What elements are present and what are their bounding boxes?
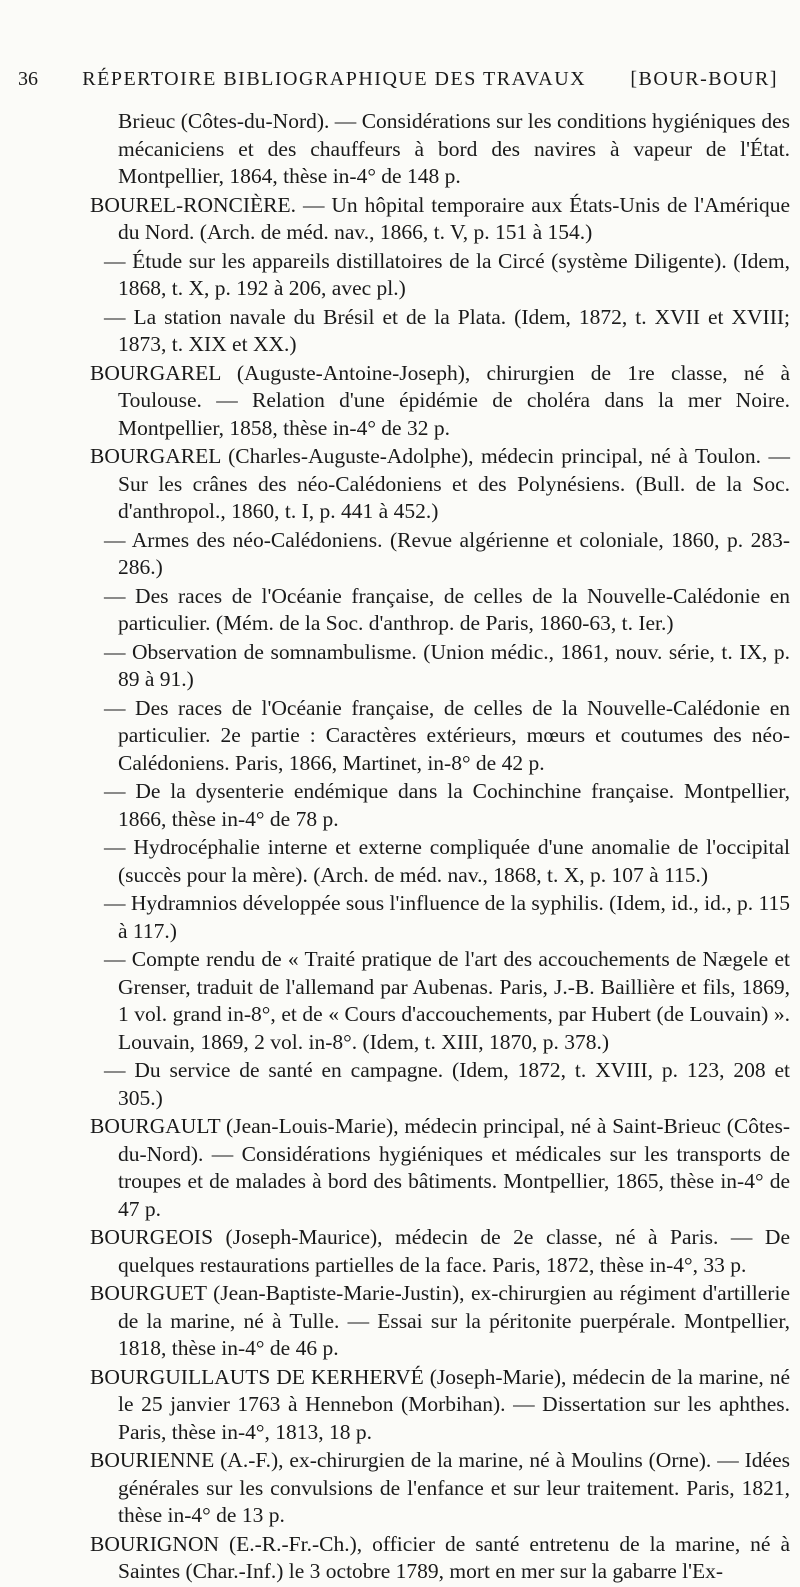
bibliography-entry: — Des races de l'Océanie française, de celles de la Nouvelle-Calédonie en particulier. (Mém. de la Soc. d'anthrop. de Paris, 1860-63, t. Ier.) — [104, 583, 790, 635]
bibliography-entry: BOUREL-RONCIÈRE. — Un hôpital temporaire aux États-Unis de l'Amérique du Nord. (Arch. de méd. nav., 1866, t. V, p. 151 à 154.) — [90, 192, 790, 244]
alphabetical-range: [BOUR-BOUR] — [630, 68, 778, 90]
bibliography-entry: — De la dysenterie endémique dans la Cochinchine française. Montpellier, 1866, thèse in-4° de 78 p. — [104, 779, 790, 831]
bibliography-entry: BOURGEOIS (Joseph-Maurice), médecin de 2e classe, né à Paris. — De quelques restaurations partielles de la face. Paris, 1872, thèse in-4°, 33 p. — [90, 1225, 790, 1277]
bibliography-entry: — Hydramnios développée sous l'influence de la syphilis. (Idem, id., id., p. 115 à 117.) — [104, 891, 790, 943]
bibliography-entry: BOURGAULT (Jean-Louis-Marie), médecin principal, né à Saint-Brieuc (Côtes-du-Nord). — Considérations hygiéniques et médicales sur les transports de troupes et de malades à bord des bâtiments. Montpellier, 1865, thèse in-4° de 47 p. — [90, 1114, 790, 1221]
bibliography-entry: — Des races de l'Océanie française, de celles de la Nouvelle-Calédonie en particulier. 2e partie : Caractères extérieurs, mœurs et coutumes des néo-Calédoniens. Paris, 1866, Martinet, in-8° de 42 p. — [104, 695, 790, 775]
bibliography-entry: BOURGAREL (Auguste-Antoine-Joseph), chirurgien de 1re classe, né à Toulouse. — Relation d'une épidémie de choléra dans la mer Noire. Montpellier, 1858, thèse in-4° de 32 p. — [90, 360, 790, 440]
bibliography-entry: BOURGAREL (Charles-Auguste-Adolphe), médecin principal, né à Toulon. — Sur les crânes des néo-Calédoniens et des Polynésiens. (Bull. de la Soc. d'anthropol., 1860, t. I, p. 441 à 452.) — [90, 444, 790, 523]
bibliography-entry: — Compte rendu de « Traité pratique de l'art des accouchements de Nægele et Grenser, traduit de l'allemand par Aubenas. Paris, J.-B. Baillière et fils, 1869, 1 vol. grand in-8°, et de « Cours d'accouchements, par Hubert (de Louvain) ». Louvain, 1869, 2 vol. in-8°. (Idem, t. XIII, 1870, p. 378.) — [104, 947, 790, 1054]
bibliography-entry: — La station navale du Brésil et de la Plata. (Idem, 1872, t. XVII et XVIII; 1873, t. XIX et XX.) — [104, 304, 790, 356]
bibliography-body — [90, 108, 790, 1587]
bibliography-entry: — Étude sur les appareils distillatoires de la Circé (système Diligente). (Idem, 1868, t. X, p. 192 à 206, avec pl.) — [104, 248, 790, 300]
bibliography-entry: BOURIGNON (E.-R.-Fr.-Ch.), officier de santé entretenu de la marine, né à Saintes (Char.-Inf.) le 3 octobre 1789, mort en mer sur la gabarre l'Ex- — [90, 1531, 790, 1583]
bibliography-entry: — Observation de somnambulisme. (Union médic., 1861, nouv. série, t. IX, p. 89 à 91.) — [104, 639, 790, 691]
running-header — [18, 68, 778, 91]
bibliography-entry: — Armes des néo-Calédoniens. (Revue algérienne et coloniale, 1860, p. 283-286.) — [104, 527, 790, 579]
bibliography-entry: BOURGUET (Jean-Baptiste-Marie-Justin), ex-chirurgien au régiment d'artillerie de la marine, né à Tulle. — Essai sur la péritonite puerpérale. Montpellier, 1818, thèse in-4° de 46 p. — [90, 1281, 790, 1360]
page-number: 36 — [18, 68, 38, 90]
running-title: RÉPERTOIRE BIBLIOGRAPHIQUE DES TRAVAUX — [82, 68, 587, 90]
bibliography-entry: Brieuc (Côtes-du-Nord). — Considérations sur les conditions hygiéniques des mécaniciens et des chauffeurs à bord des navires à vapeur de l'État. Montpellier, 1864, thèse in-4° de 148 p. — [118, 109, 790, 188]
bibliography-entry: — Hydrocéphalie interne et externe compliquée d'une anomalie de l'occipital (succès pour la mère). (Arch. de méd. nav., 1868, t. X, p. 107 à 115.) — [104, 835, 790, 887]
bibliography-entry: — Du service de santé en campagne. (Idem, 1872, t. XVIII, p. 123, 208 et 305.) — [104, 1058, 790, 1110]
bibliography-entry: BOURIENNE (A.-F.), ex-chirurgien de la marine, né à Moulins (Orne). — Idées générales sur les convulsions de l'enfance et sur leur traitement. Paris, 1821, thèse in-4° de 13 p. — [90, 1448, 790, 1527]
bibliography-entry: BOURGUILLAUTS DE KERHERVÉ (Joseph-Marie), médecin de la marine, né le 25 janvier 1763 à Hennebon (Morbihan). — Dissertation sur les aphthes. Paris, thèse in-4°, 1813, 18 p. — [90, 1364, 790, 1444]
